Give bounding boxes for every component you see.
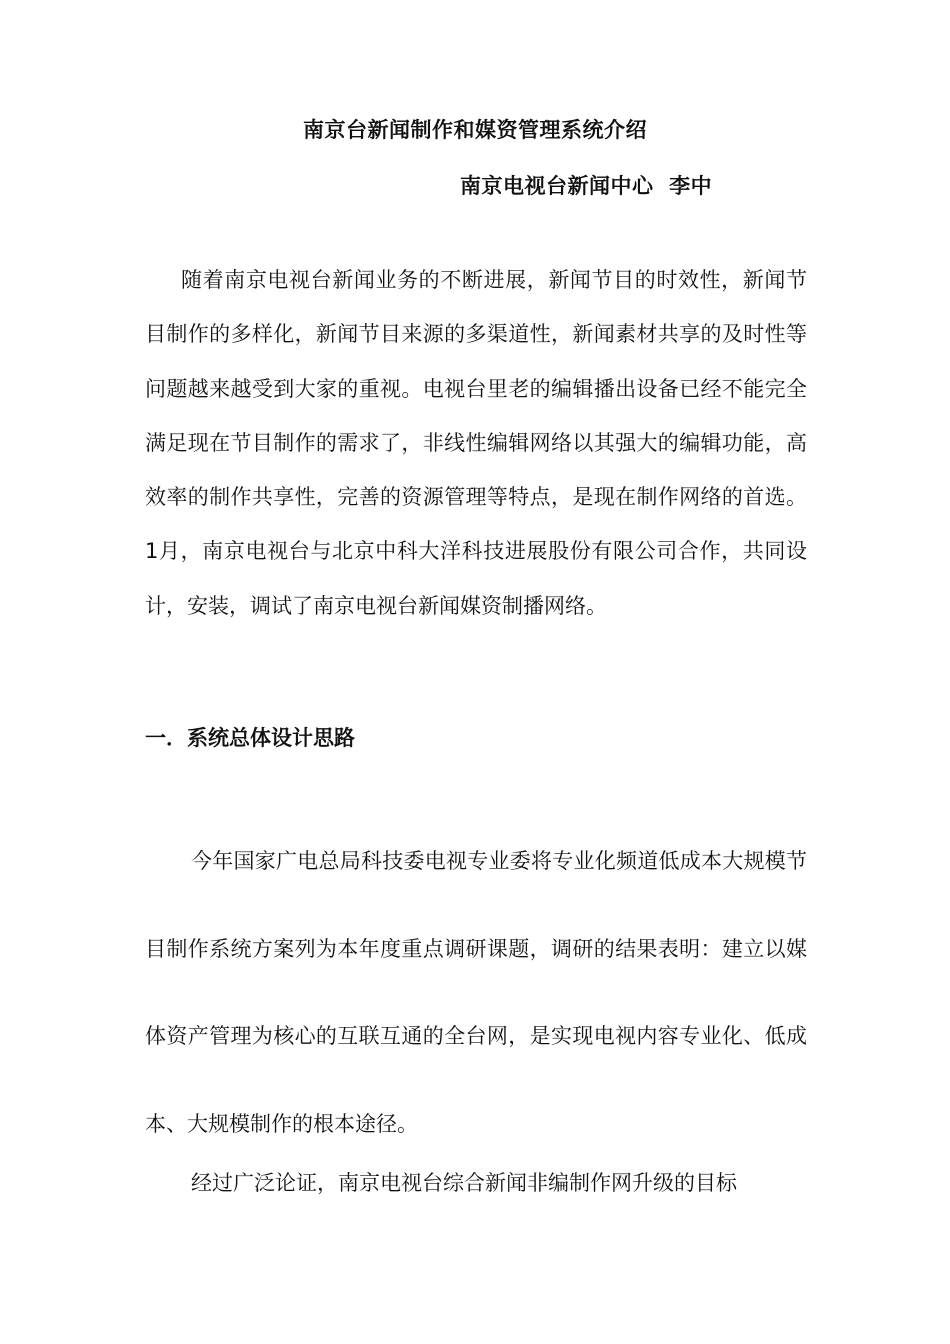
intro-paragraph: 随着南京电视台新闻业务的不断进展，新闻节目的时效性，新闻节目制作的多样化，新闻节目来源的多渠道性，新闻素材共享的及时性等问题越来越受到大家的重视。电视台里老的编辑播出设备已经不能完全满足现在节目制作的需求了，非线性编辑网络以其强大的编辑功能，高效率的制作共享性，完善的资源管理等特点，是现在制作网络的首选。 1月，南京电视台与北京中科大洋科技进展股份有限公司合作，共同设计，安装，调试了南京电视台新闻媒资制播网络。 xyxy=(145,268,807,618)
document-title: 南京台新闻制作和媒资管理系统介绍 xyxy=(303,118,647,142)
section1-paragraph-2: 经过广泛论证，南京电视台综合新闻非编制作网升级的目标 xyxy=(191,1171,737,1195)
section1-paragraph-1: 今年国家广电总局科技委电视专业委将专业化频道低成本大规模节目制作系统方案列为本年度重点调研课题，调研的结果表明：建立以媒体资产管理为核心的互联互通的全台网，是实现电视内容专业化、低成本、大规模制作的根本途径。 xyxy=(145,849,807,1136)
document-author: 南京电视台新闻中心 李中 xyxy=(460,174,713,198)
section-heading-1: 一．系统总体设计思路 xyxy=(145,726,355,750)
